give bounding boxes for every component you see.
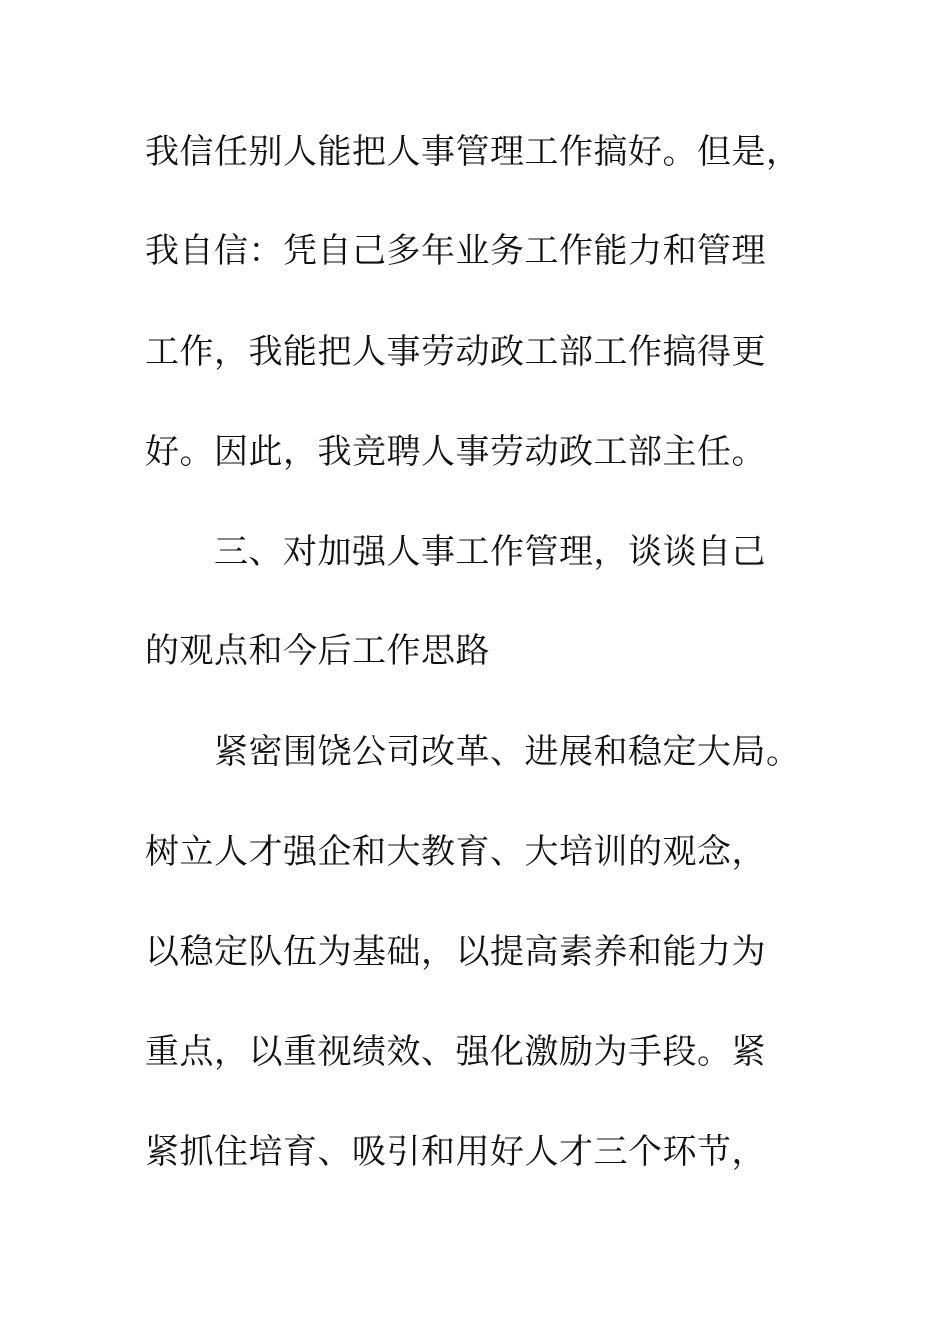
paragraph-line: 工作，我能把人事劳动政工部工作搞得更 [145, 332, 766, 372]
paragraph-line: 重点，以重视绩效、强化激励为手段。紧 [145, 1032, 766, 1072]
paragraph-line: 好。因此，我竞聘人事劳动政工部主任。 [145, 432, 766, 472]
section-heading-line: 的观点和今后工作思路 [145, 631, 490, 671]
paragraph-line: 紧密围饶公司改革、进展和稳定大局。 [214, 732, 801, 772]
paragraph-line: 以稳定队伍为基础，以提高素养和能力为 [145, 932, 766, 972]
paragraph-line: 我信任别人能把人事管理工作搞好。但是， [145, 132, 801, 172]
section-heading-line: 三、对加强人事工作管理，谈谈自己 [214, 532, 766, 572]
paragraph-line: 树立人才强企和大教育、大培训的观念， [145, 832, 766, 872]
paragraph-line: 紧抓住培育、吸引和用好人才三个环节， [145, 1132, 766, 1172]
paragraph-line: 我自信：凭自己多年业务工作能力和管理 [145, 231, 766, 271]
